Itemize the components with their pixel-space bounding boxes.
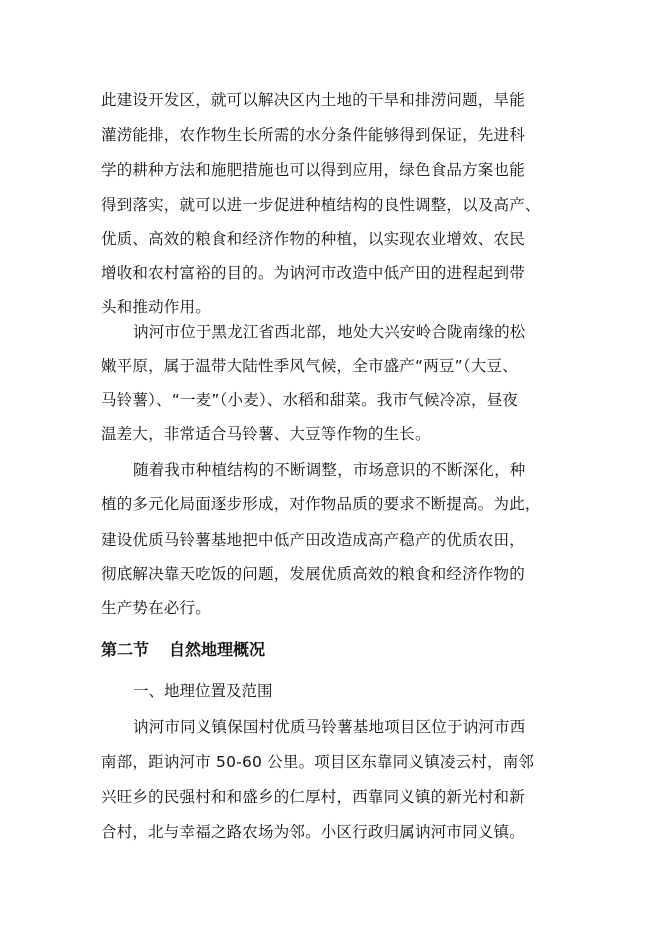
- subsection-heading: 一、地理位置及范围: [133, 682, 273, 700]
- paragraph-1-line-6: 增收和农村富裕的目的。为讷河市改造中低产田的进程起到带: [101, 264, 525, 282]
- paragraph-2-line-2: 嫩平原，属于温带大陆性季风气候，全市盛产“两豆”（大豆、: [101, 357, 518, 375]
- paragraph-2-line-4: 温差大，非常适合马铃薯、大豆等作物的生长。: [101, 425, 431, 443]
- paragraph-3-line-3: 建设优质马铃薯基地把中低产田改造成高产稳产的优质农田，: [101, 531, 525, 549]
- paragraph-1-line-7: 头和推动作用。: [101, 298, 211, 316]
- paragraph-1-line-4: 得到落实，就可以进一步促进种植结构的良性调整，以及高产、: [101, 196, 541, 214]
- section-number: 第二节: [101, 640, 150, 659]
- paragraph-1-line-2: 灌涝能排，农作物生长所需的水分条件能够得到保证，先进科: [101, 126, 525, 144]
- section-heading: [101, 640, 265, 660]
- paragraph-3-line-5: 生产势在必行。: [101, 599, 211, 617]
- paragraph-1-line-5: 优质、高效的粮食和经济作物的种植，以实现农业增效、农民: [101, 230, 525, 248]
- paragraph-4-line-4: 合村，北与幸福之路农场为邻。小区行政归属讷河市同义镇。: [101, 823, 525, 841]
- paragraph-4-line-1: 讷河市同义镇保国村优质马铃薯基地项目区位于讷河市西: [133, 718, 526, 736]
- paragraph-3-line-2: 植的多元化局面逐步形成，对作物品质的要求不断提高。为此，: [101, 495, 541, 513]
- paragraph-4-line-3: 兴旺乡的民强村和和盛乡的仁厚村，西靠同义镇的新光村和新: [101, 788, 525, 806]
- paragraph-2-line-3: 马铃薯）、“一麦”（小麦）、水稻和甜菜。我市气候冷凉，昼夜: [101, 391, 519, 409]
- paragraph-4-line-2: 南部，距讷河市 50-60 公里。项目区东靠同义镇凌云村，南邻: [101, 753, 535, 771]
- paragraph-3-line-4: 彻底解决靠天吃饭的问题，发展优质高效的粮食和经济作物的: [101, 565, 525, 583]
- paragraph-1-line-3: 学的耕种方法和施肥措施也可以得到应用，绿色食品方案也能: [101, 161, 525, 179]
- paragraph-1-line-1: 此建设开发区，就可以解决区内土地的干旱和排涝问题，旱能: [101, 91, 525, 109]
- section-title: 自然地理概况: [169, 640, 266, 659]
- paragraph-3-line-1: 随着我市种植结构的不断调整，市场意识的不断深化，种: [133, 461, 526, 479]
- paragraph-2-line-1: 讷河市位于黑龙江省西北部，地处大兴安岭合陇南缘的松: [133, 323, 526, 341]
